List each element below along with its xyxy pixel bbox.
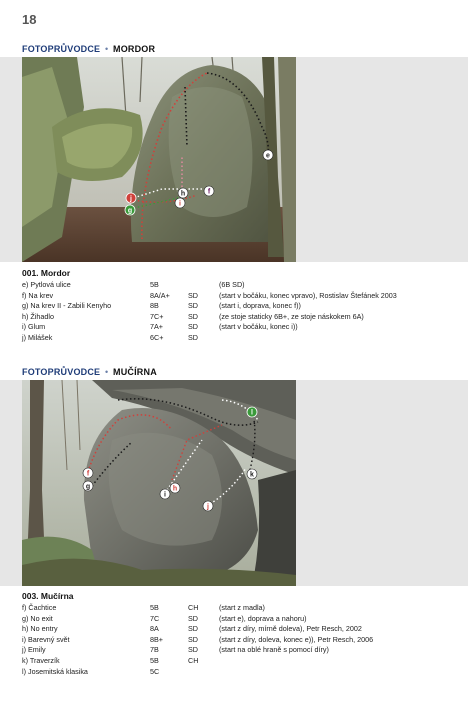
route-grade: 7A+: [150, 322, 163, 332]
table-row: [22, 603, 373, 614]
route-note: (start na oblé hraně s pomocí díry): [219, 645, 329, 655]
route-name-cell: e) Pytlová ulice: [22, 280, 71, 289]
route-name-cell: g) Na krev II - Zabili Kenyho: [22, 301, 112, 311]
route-start: SD: [188, 290, 198, 300]
route-name-cell: g) No exit: [22, 613, 53, 623]
section-label: FOTOPRŮVODCE: [22, 367, 101, 377]
route-grade: 8B: [150, 301, 159, 311]
svg-text:f: f: [207, 188, 211, 196]
route-name-cell: k) Traverzík: [22, 655, 60, 665]
route-grade: 5C: [150, 666, 160, 676]
route-marker-g: [125, 205, 135, 215]
svg-text:i: i: [164, 491, 166, 499]
route-marker-f: [204, 186, 214, 196]
route-start: SD: [188, 613, 198, 623]
route-name-cell: j) Emily: [22, 645, 46, 655]
page-number: 18: [22, 12, 37, 27]
route-grade: 7B: [150, 645, 159, 655]
table-row: [22, 291, 397, 302]
svg-text:i: i: [179, 200, 181, 208]
table-row: [22, 624, 373, 635]
svg-text:l: l: [251, 409, 253, 417]
route-start: CH: [188, 655, 199, 665]
route-note: (start v bočáku, konec vpravo), Rostislav Štefánek 2003: [219, 290, 397, 300]
boulder-photo-mordor: [22, 57, 296, 262]
route-marker-i: [175, 198, 185, 208]
route-name-cell: l) Josemitská klasika: [22, 666, 88, 676]
route-marker-e: [263, 150, 273, 160]
route-name-cell: j) Milášek: [22, 332, 53, 342]
route-note: (start i, doprava, konec f)): [219, 301, 301, 311]
route-marker-h: [170, 483, 180, 493]
table-row: [22, 645, 373, 656]
route-note: (ze stoje staticky 6B+, ze stoje náskokem 6A): [219, 311, 364, 321]
route-start: SD: [188, 332, 198, 342]
section-header-mordor: [22, 44, 155, 54]
route-name-cell: h) Žihadlo: [22, 311, 54, 321]
route-marker-j: [126, 193, 136, 203]
svg-text:j: j: [130, 195, 132, 203]
table-row: [22, 333, 397, 344]
route-marker-i: [160, 489, 170, 499]
route-name-cell: f) Čachtice: [22, 603, 57, 612]
svg-text:k: k: [250, 471, 254, 479]
section-label: FOTOPRŮVODCE: [22, 44, 101, 54]
route-marker-f: [83, 468, 93, 478]
route-marker-g: [83, 481, 93, 491]
section-separator: •: [104, 367, 109, 377]
table-row: [22, 301, 397, 312]
route-marker-h: [178, 188, 188, 198]
route-grade: 7C: [150, 613, 160, 623]
table-row: [22, 635, 373, 646]
route-start: [188, 667, 219, 678]
route-grade: 5B: [150, 280, 159, 289]
route-start: CH: [188, 603, 199, 612]
table-row: [22, 322, 397, 333]
section-header-mucirna: [22, 367, 157, 377]
section-name: MORDOR: [113, 44, 156, 54]
route-grade: 6C+: [150, 332, 164, 342]
route-note: (start z madla): [219, 603, 265, 612]
table-row: [22, 280, 397, 291]
route-note: [219, 656, 373, 667]
boulder-photo-mucirna: [22, 380, 296, 586]
route-start: SD: [188, 634, 198, 644]
table-row: [22, 312, 397, 323]
svg-text:g: g: [85, 483, 91, 491]
route-start: SD: [188, 301, 198, 311]
route-note: (start z díry, mírně doleva), Petr Resch, 2002: [219, 624, 362, 634]
problem-title-mordor: 001. Mordor: [22, 268, 71, 278]
route-grade: 8B+: [150, 634, 163, 644]
route-start: SD: [188, 322, 198, 332]
problem-title-mucirna: 003. Mučírna: [22, 591, 74, 601]
route-start: [188, 280, 219, 291]
table-row: [22, 656, 373, 667]
route-name-cell: h) No entry: [22, 624, 58, 634]
route-grade: 7C+: [150, 311, 164, 321]
section-separator: •: [104, 44, 109, 54]
route-marker-j: [203, 501, 213, 511]
route-note: (start v bočáku, konec i)): [219, 322, 298, 332]
svg-text:j: j: [207, 503, 209, 511]
route-marker-l: [247, 407, 257, 417]
svg-text:f: f: [86, 470, 90, 478]
route-note: [219, 667, 373, 678]
table-row: [22, 614, 373, 625]
route-note: (6B SD): [219, 280, 245, 289]
svg-text:e: e: [266, 152, 270, 160]
route-start: SD: [188, 311, 198, 321]
route-name-cell: i) Glum: [22, 322, 46, 332]
svg-text:h: h: [172, 485, 178, 493]
route-grade: 5B: [150, 655, 159, 665]
route-name-cell: f) Na krev: [22, 290, 54, 300]
route-start: SD: [188, 624, 198, 634]
route-grade: 8A/A+: [150, 290, 170, 300]
section-name: MUČÍRNA: [113, 367, 157, 377]
route-note: (start z díry, doleva, konec e)), Petr Resch, 2006: [219, 634, 374, 644]
route-note: (start e), doprava a nahoru): [219, 613, 307, 623]
route-grade: 5B: [150, 603, 159, 612]
route-marker-k: [247, 469, 257, 479]
svg-text:g: g: [127, 207, 133, 215]
route-start: SD: [188, 645, 198, 655]
route-grade: 8A: [150, 624, 159, 634]
route-note: [219, 333, 397, 344]
svg-text:h: h: [180, 190, 186, 198]
route-table-mucirna: [22, 603, 373, 677]
route-name-cell: i) Barevný svět: [22, 634, 70, 644]
route-table-mordor: [22, 280, 397, 344]
table-row: [22, 667, 373, 678]
